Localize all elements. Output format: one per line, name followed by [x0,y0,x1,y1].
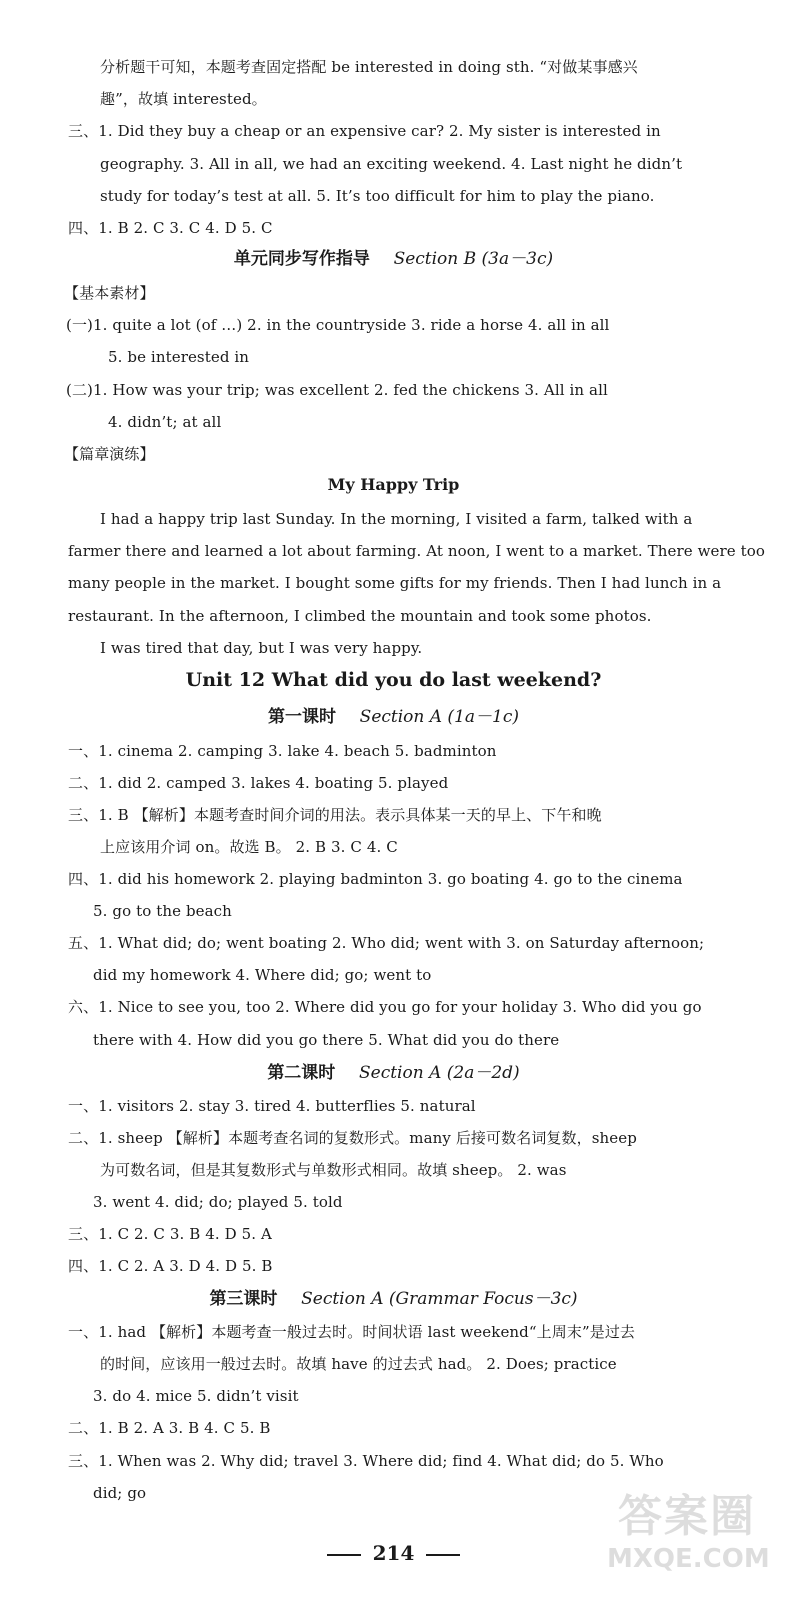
essay-line: farmer there and learned a lot about farming. At noon, I went to a market. There were too [68,542,766,560]
text-line: 的时间，应该用一般过去时。故填 have 的过去式 had。 2. Does; practice [100,1355,617,1373]
text-line: 四、1. C 2. A 3. D 4. D 5. B [68,1257,273,1275]
watermark-text: 答案圈 [618,1491,756,1542]
text-line: 5. be interested in [108,348,250,366]
text-line: 分析题干可知，本题考查固定搭配 be interested in doing sth. “对做某事感兴 [100,58,638,76]
text-line: 六、1. Nice to see you, too 2. Where did you go for your holiday 3. Who did you go [68,998,702,1016]
lesson1-title: 第一课时 [267,707,336,727]
lesson1-heading [0,706,787,728]
watermark-logo [607,1480,770,1590]
text-line: did my homework 4. Where did; go; went to [93,966,432,984]
page-number-value: 214 [372,1541,415,1565]
text-line: 三、1. B 【解析】本题考查时间介词的用法。表示具体某一天的早上、下午和晚 [68,806,602,824]
text-line: 五、1. What did; do; went boating 2. Who did; went with 3. on Saturday afternoon; [68,934,705,952]
text-line: 二、1. sheep 【解析】本题考查名词的复数形式。many 后接可数名词复数，sheep [68,1129,637,1147]
text-line: 一、1. had 【解析】本题考查一般过去时。时间状语 last weekend“上周末”是过去 [68,1323,636,1341]
text-line: 4. didn’t; at all [108,413,222,431]
text-line: 趣”，故填 interested。 [100,90,267,108]
watermark-url: MXQE.COM [607,1544,770,1574]
writing-heading-section: Section B (3a－3c) [393,249,554,269]
text-line: 二、1. B 2. A 3. B 4. C 5. B [68,1419,271,1437]
text-line: 5. go to the beach [93,902,232,920]
lesson1-section: Section A (1a－1c) [359,707,519,727]
lesson3-heading [0,1288,787,1310]
lesson2-section: Section A (2a－2d) [359,1063,520,1083]
lesson3-section: Section A (Grammar Focus－3c) [301,1289,578,1309]
essay-title: My Happy Trip [327,475,460,494]
text-line: 3. went 4. did; do; played 5. told [93,1193,343,1211]
bracket-label: 【基本素材】 [64,284,155,302]
text-line: (一)1. quite a lot (of …) 2. in the countryside 3. ride a horse 4. all in all [66,316,610,334]
text-line: 四、1. did his homework 2. playing badminton 3. go boating 4. go to the cinema [68,870,683,888]
lesson2-heading [0,1062,787,1084]
unit-title: Unit 12 What did you do last weekend? [185,669,602,691]
dash-left [327,1554,361,1556]
text-line: 一、1. cinema 2. camping 3. lake 4. beach 5. badminton [68,742,497,760]
essay-line: I had a happy trip last Sunday. In the morning, I visited a farm, talked with a [100,510,693,528]
essay-line: restaurant. In the afternoon, I climbed the mountain and took some photos. [68,607,652,625]
text-line: 二、1. did 2. camped 3. lakes 4. boating 5. played [68,774,449,792]
writing-heading [0,248,787,270]
text-line: study for today’s test at all. 5. It’s too difficult for him to play the piano. [100,187,655,205]
text-line: 一、1. visitors 2. stay 3. tired 4. butterflies 5. natural [68,1097,476,1115]
lesson3-title: 第三课时 [209,1289,278,1309]
text-line: 三、1. Did they buy a cheap or an expensive car? 2. My sister is interested in [68,122,661,140]
essay-line: I was tired that day, but I was very happy. [100,639,423,657]
writing-heading-title: 单元同步写作指导 [233,249,370,269]
text-line: 上应该用介词 on。故选 B。 2. B 3. C 4. C [100,838,398,856]
text-line: 四、1. B 2. C 3. C 4. D 5. C [68,219,273,237]
text-line: (二)1. How was your trip; was excellent 2. fed the chickens 3. All in all [66,381,608,399]
text-line: geography. 3. All in all, we had an exciting weekend. 4. Last night he didn’t [100,155,683,173]
dash-right [426,1554,460,1556]
text-line: 3. do 4. mice 5. didn’t visit [93,1387,299,1405]
lesson2-title: 第二课时 [267,1063,336,1083]
text-line: 三、1. When was 2. Why did; travel 3. Where did; find 4. What did; do 5. Who [68,1452,664,1470]
text-line: there with 4. How did you go there 5. What did you do there [93,1031,560,1049]
bracket-label: 【篇章演练】 [64,445,155,463]
essay-line: many people in the market. I bought some gifts for my friends. Then I had lunch in a [68,574,722,592]
text-line: 三、1. C 2. C 3. B 4. D 5. A [68,1225,272,1243]
text-line: 为可数名词，但是其复数形式与单数形式相同。故填 sheep。 2. was [100,1161,567,1179]
text-line: did; go [93,1484,147,1502]
